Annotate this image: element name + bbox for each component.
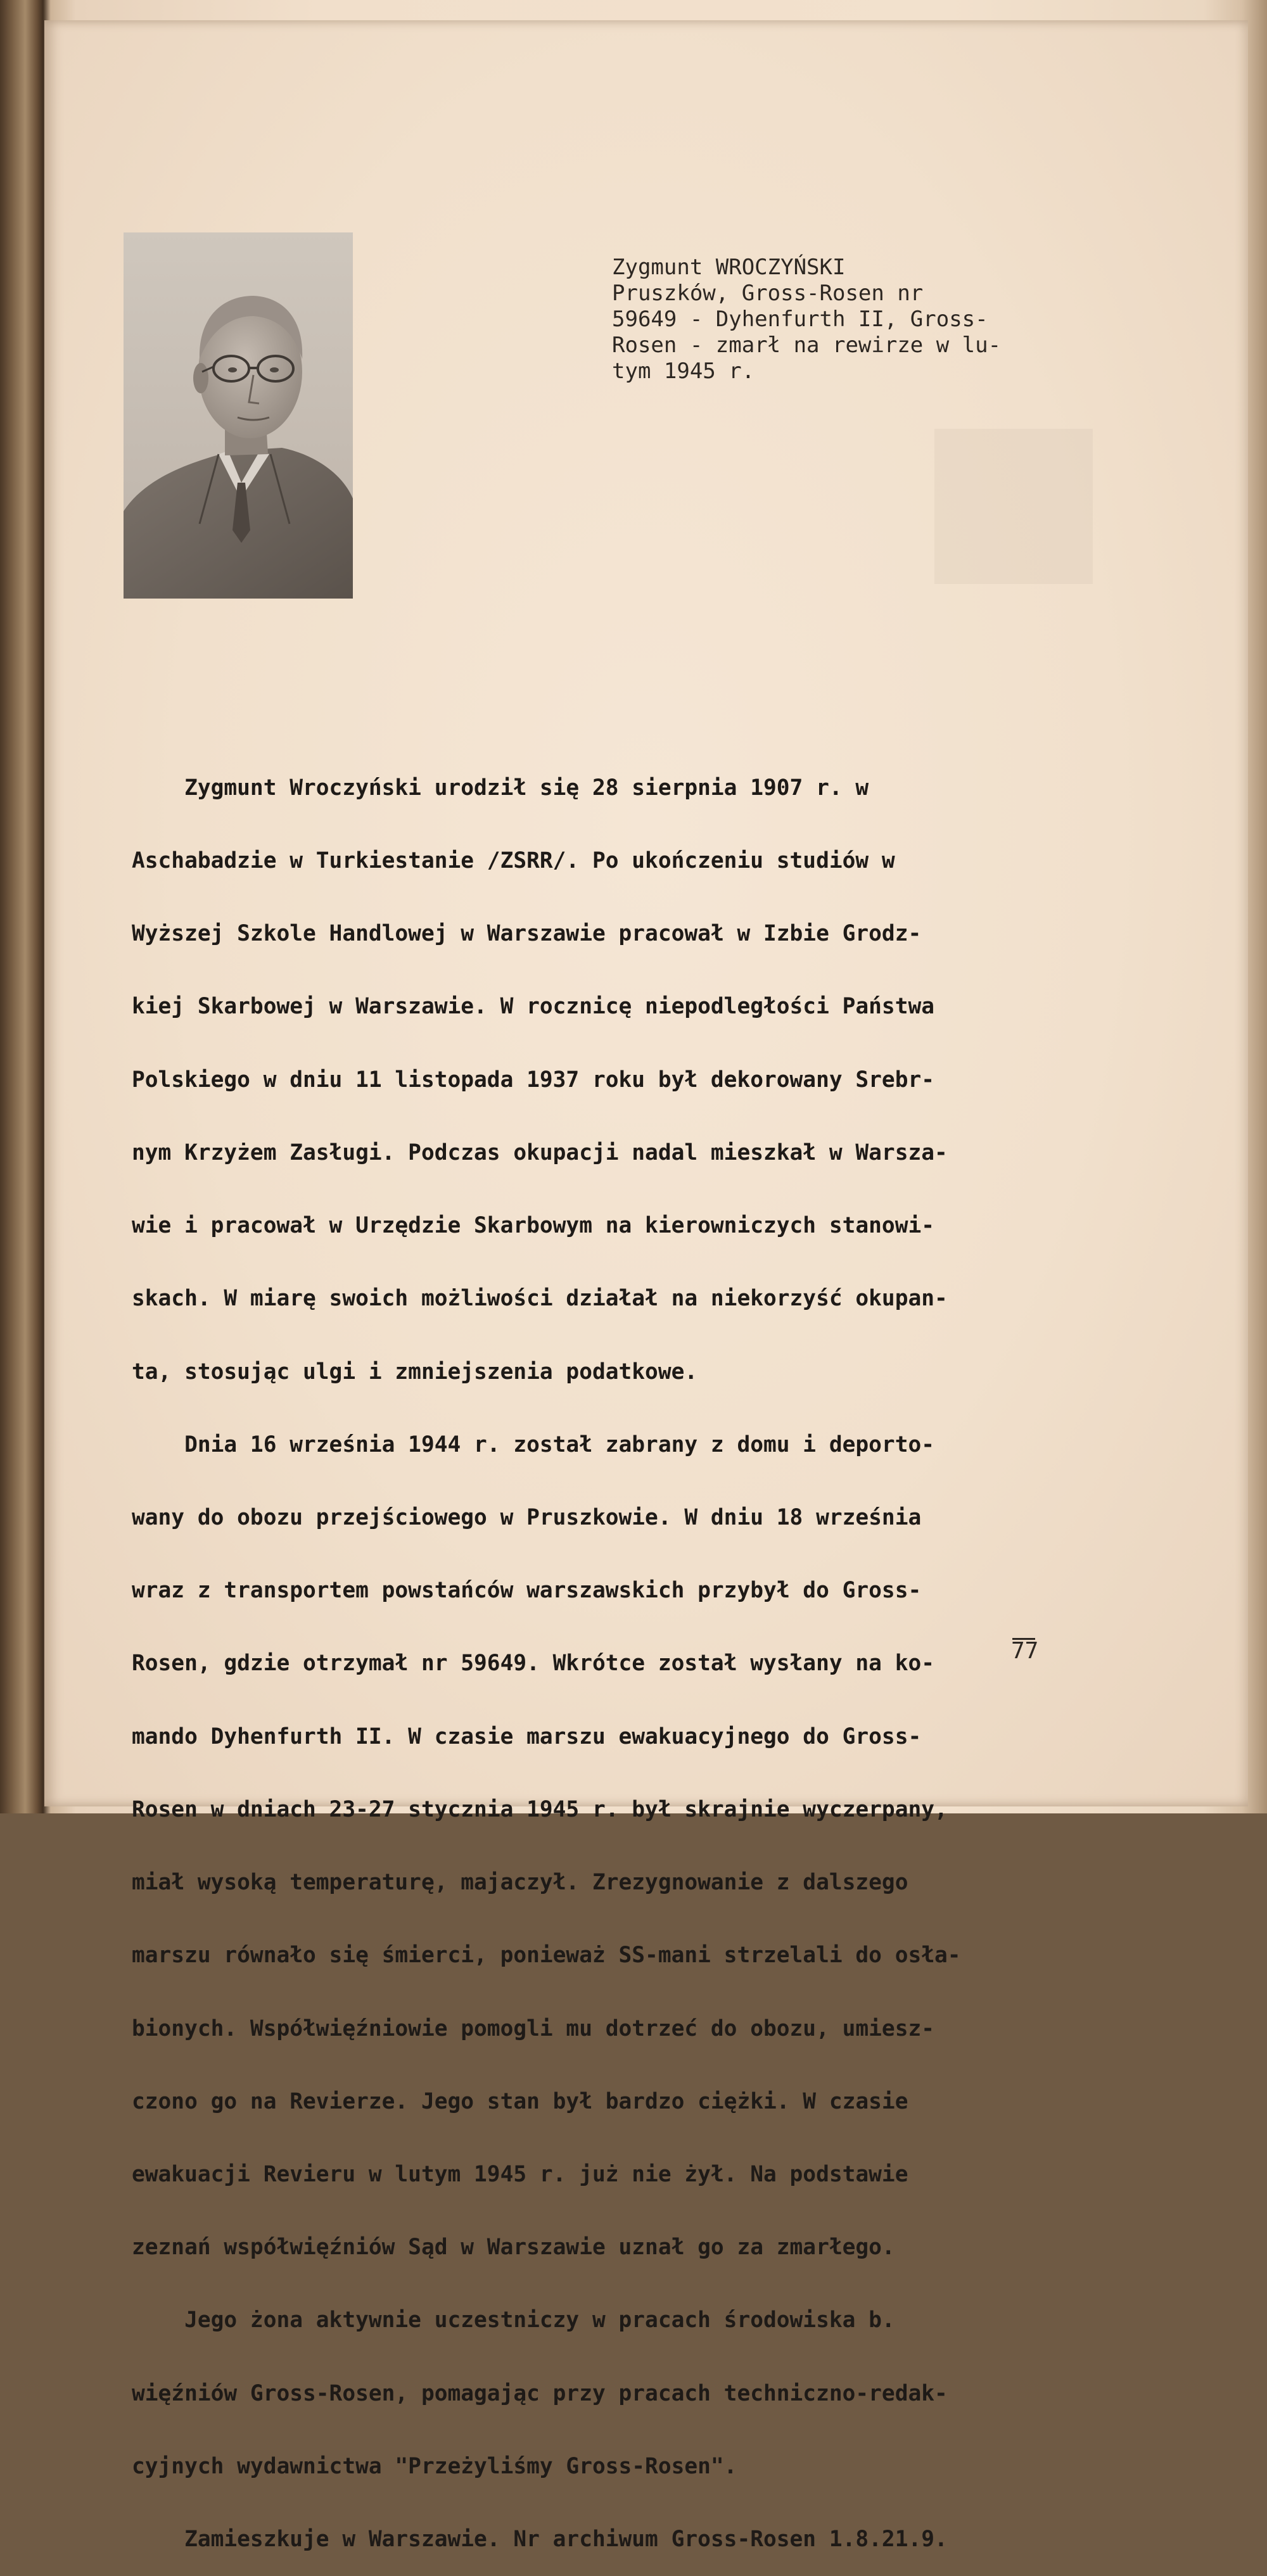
body-line: więźniów Gross-Rosen, pomagając przy pracach techniczno-redak-	[132, 2380, 948, 2406]
body-line: cyjnych wydawnictwa "Przeżyliśmy Gross-Rosen".	[132, 2453, 737, 2479]
caption-line: Rosen - zmarł na rewirze w lu-	[612, 333, 1002, 358]
body-line: miał wysoką temperaturę, majaczył. Zrezygnowanie z dalszego	[132, 1870, 908, 1896]
show-through-ghost	[934, 429, 1093, 584]
body-line: Dnia 16 września 1944 r. został zabrany z domu i deporto-	[132, 1431, 935, 1457]
caption-line: Zygmunt WROCZYŃSKI	[612, 255, 846, 280]
photo-caption	[612, 255, 1093, 384]
body-line: skach. W miarę swoich możliwości działał na niekorzyść okupan-	[132, 1286, 948, 1312]
body-line: Zamieszkuje w Warszawie. Nr archiwum Gross-Rosen 1.8.21.9.	[132, 2527, 948, 2553]
portrait-photo	[124, 232, 353, 599]
body-line: ewakuacji Revieru w lutym 1945 r. już nie żył. Na podstawie	[132, 2161, 908, 2187]
page-number: 77	[1011, 1638, 1039, 1664]
body-line: zeznań współwięźniów Sąd w Warszawie uznał go za zmarłego.	[132, 2235, 895, 2261]
caption-line: 59649 - Dyhenfurth II, Gross-	[612, 307, 988, 332]
body-line: marszu równało się śmierci, ponieważ SS-mani strzelali do osła-	[132, 1943, 961, 1969]
body-line: nym Krzyżem Zasługi. Podczas okupacji nadal mieszkał w Warsza-	[132, 1139, 948, 1165]
body-line: kiej Skarbowej w Warszawie. W rocznicę niepodległości Państwa	[132, 994, 935, 1020]
body-line: ta, stosując ulgi i zmniejszenia podatkowe.	[132, 1359, 698, 1385]
body-line: bionych. Współwięźniowie pomogli mu dotrzeć do obozu, umiesz-	[132, 2015, 935, 2041]
body-line: wie i pracował w Urzędzie Skarbowym na kierowniczych stanowi-	[132, 1213, 935, 1239]
caption-line: tym 1945 r.	[612, 358, 755, 384]
body-line: Aschabadzie w Turkiestanie /ZSRR/. Po ukończeniu studiów w	[132, 848, 895, 874]
caption-line: Pruszków, Gross-Rosen nr	[612, 281, 924, 306]
body-line: Rosen w dniach 23-27 stycznia 1945 r. był skrajnie wyczerpany,	[132, 1796, 948, 1822]
body-line: czono go na Revierze. Jego stan był bardzo ciężki. W czasie	[132, 2088, 908, 2114]
body-line: Rosen, gdzie otrzymał nr 59649. Wkrótce został wysłany na ko-	[132, 1651, 935, 1677]
portrait-icon	[124, 232, 353, 599]
body-line: Jego żona aktywnie uczestniczy w pracach środowiska b.	[132, 2307, 895, 2333]
body-line: mando Dyhenfurth II. W czasie marszu ewakuacyjnego do Gross-	[132, 1723, 922, 1749]
body-line: Polskiego w dniu 11 listopada 1937 roku był dekorowany Srebr-	[132, 1067, 935, 1093]
body-line: Zygmunt Wroczyński urodził się 28 sierpnia 1907 r. w	[132, 775, 869, 801]
body-line: Wyższej Szkole Handlowej w Warszawie pracował w Izbie Grodz-	[132, 921, 922, 947]
body-line: wraz z transportem powstańców warszawskich przybył do Gross-	[132, 1578, 922, 1604]
biography-text	[132, 727, 1088, 2576]
body-line: wany do obozu przejściowego w Pruszkowie. W dniu 18 września	[132, 1505, 922, 1530]
